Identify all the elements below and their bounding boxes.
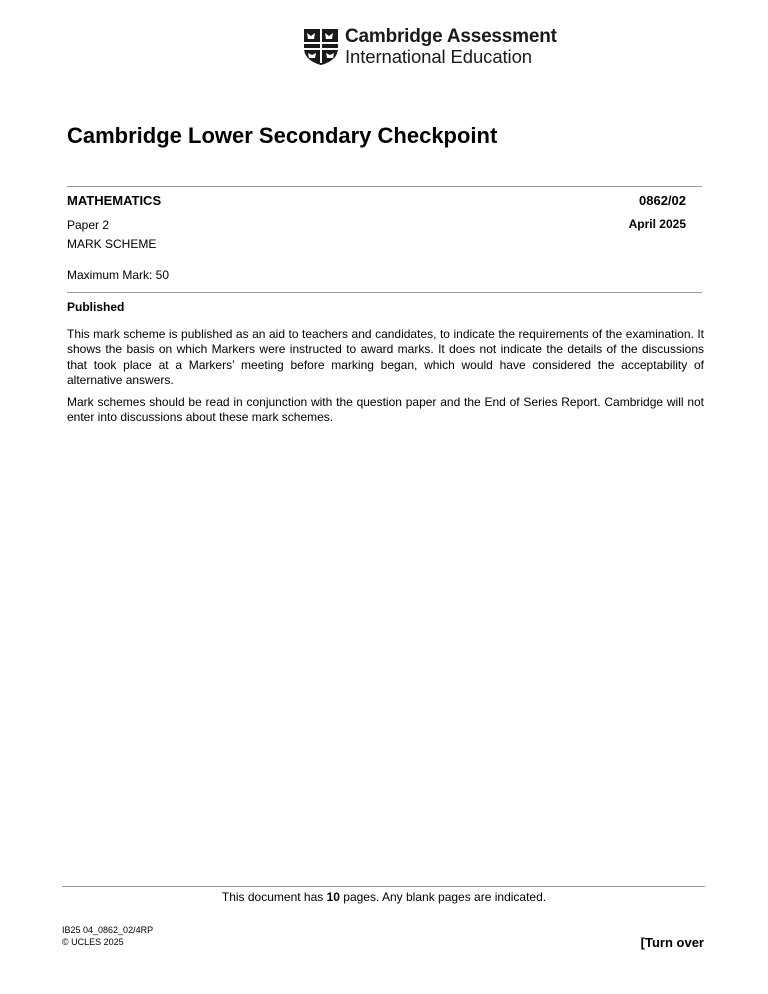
cambridge-logo [303, 27, 557, 67]
document-title: Cambridge Lower Secondary Checkpoint [67, 123, 498, 148]
divider-footer [62, 886, 705, 887]
logo-line-1: Cambridge Assessment [345, 26, 557, 47]
turn-over-label: [Turn over [640, 935, 704, 950]
logo-line-2: International Education [345, 46, 532, 67]
paper-code: 0862/02 [639, 193, 686, 208]
page-count: 10 [326, 890, 340, 904]
session-label: April 2025 [628, 217, 686, 231]
subject-label: MATHEMATICS [67, 193, 162, 208]
paper-label: Paper 2 [67, 218, 110, 232]
maximum-mark: Maximum Mark: 50 [67, 268, 170, 282]
page-count-note [0, 890, 768, 904]
cambridge-crest-icon [303, 28, 339, 66]
conjunction-paragraph: Mark schemes should be read in conjunction with the question paper and the End of Series Report. Cambridge will not enter into discussions about these mark schemes. [67, 395, 704, 425]
document-reference: IB25 04_0862_02/4RP [62, 925, 154, 935]
divider-middle [67, 292, 702, 293]
copyright-notice: © UCLES 2025 [62, 937, 124, 947]
intro-paragraph: This mark scheme is published as an aid to teachers and candidates, to indicate the requirements of the examination. It shows the basis on which Markers were instructed to award marks. It does not indicate the details of the discussions that took place at a Markers’ meeting before marking began, which would have considered the acceptability of alternative answers. [67, 327, 704, 387]
divider-top [67, 186, 702, 187]
page-count-suffix: pages. Any blank pages are indicated. [339, 890, 547, 904]
published-heading: Published [67, 300, 125, 314]
page-count-prefix: This document has [221, 890, 327, 904]
document-type: MARK SCHEME [67, 237, 157, 251]
